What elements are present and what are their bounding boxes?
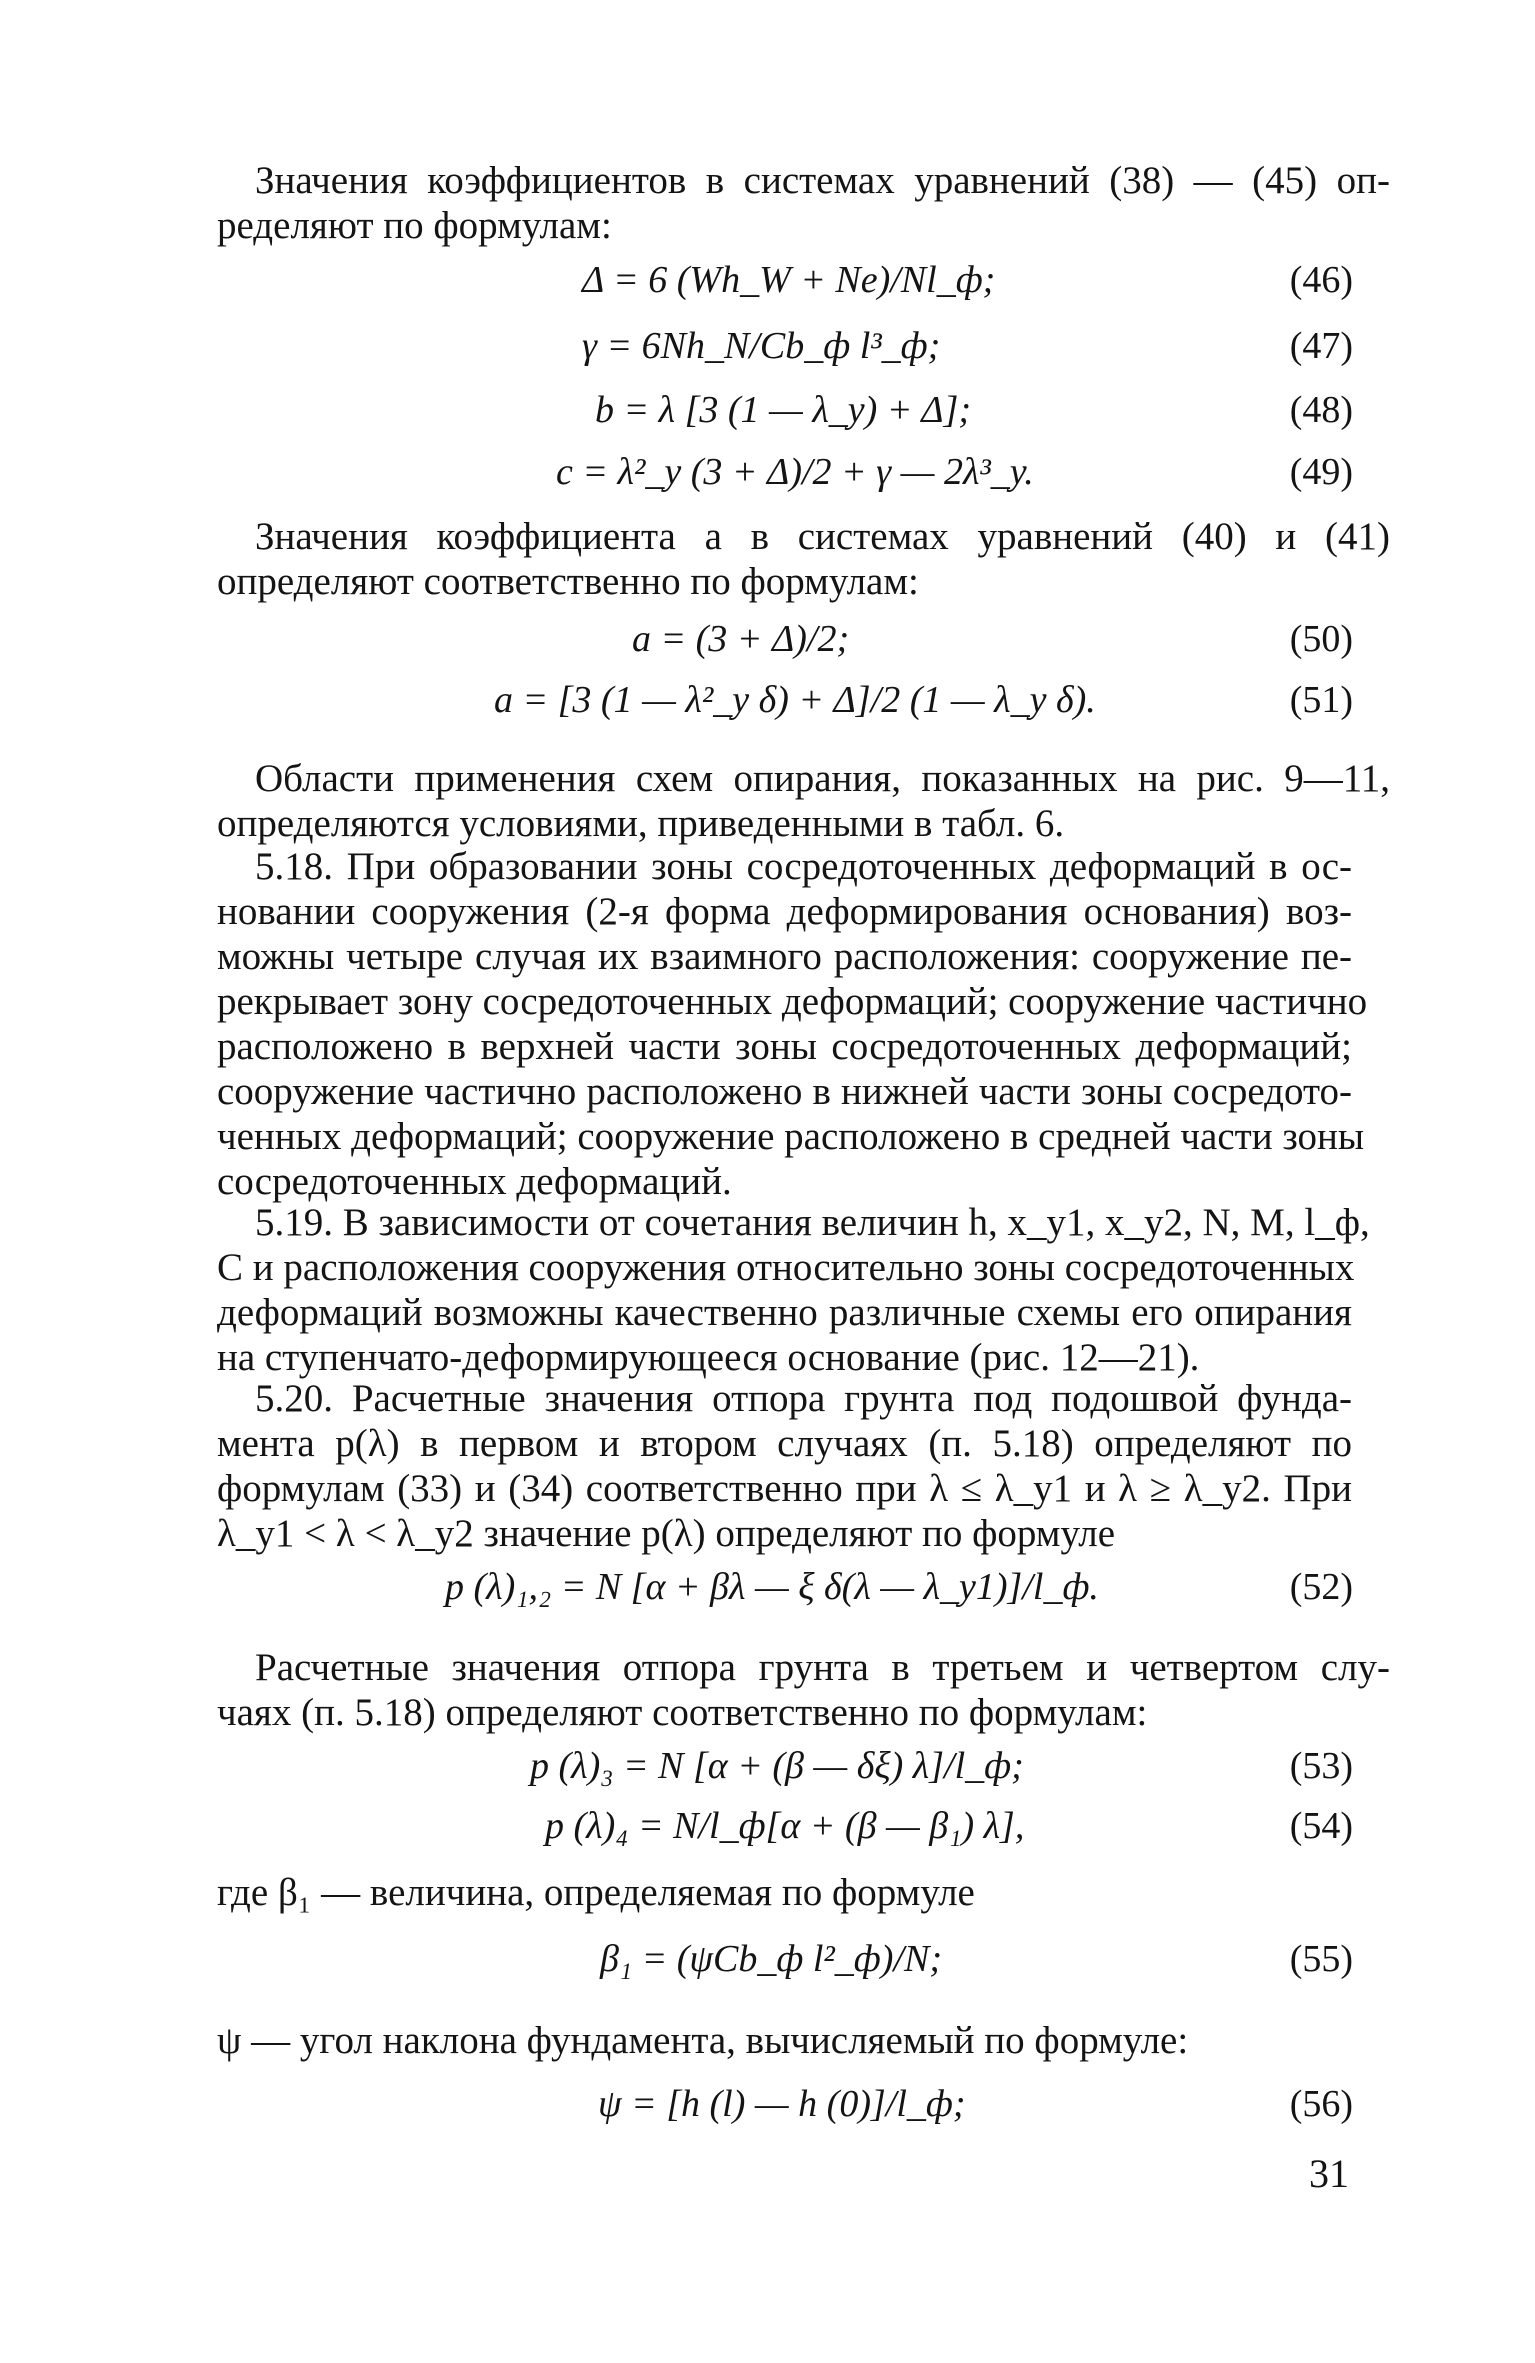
- formula-49: [0, 448, 1535, 496]
- formula-55: [0, 1935, 1535, 1983]
- formula-53: [0, 1742, 1535, 1790]
- text-line: 5.20. Расчетные значения отпора грунта под подошвой фунда-: [255, 1377, 1352, 1420]
- paragraph-5-20: [217, 1376, 1352, 1556]
- text-line: определяются условиями, приведенными в табл. 6.: [217, 802, 1065, 845]
- formula-expression: β₁ = (ψCb_ф l²_ф)/N;: [600, 1938, 942, 1980]
- paragraph-application-areas: [217, 756, 1390, 846]
- text-line: Значения коэффициентов в системах уравнений (38) — (45) оп-: [255, 159, 1390, 202]
- formula-number: (50): [1289, 618, 1353, 660]
- text-line: новании сооружения (2-я форма деформирования основания) воз-: [217, 890, 1352, 933]
- formula-number: (52): [1289, 1566, 1353, 1608]
- formula-number: (51): [1289, 679, 1353, 721]
- paragraph-where-psi: [217, 2018, 1352, 2063]
- paragraph-where-beta: [217, 1870, 1352, 1915]
- text-line: можны четыре случая их взаимного расположения: сооружение пе-: [217, 935, 1352, 978]
- formula-47: [0, 322, 1535, 370]
- formula-number: (54): [1289, 1805, 1353, 1847]
- formula-expression: p (λ)₄ = N/l_ф[α + (β — β₁) λ],: [545, 1805, 1025, 1847]
- formula-number: (46): [1289, 259, 1353, 301]
- intro-paragraph-1: [217, 158, 1390, 248]
- text-line: деформаций возможны качественно различные схемы его опирания: [217, 1291, 1352, 1334]
- paragraph-5-18: [217, 844, 1368, 1204]
- text-line: 5.18. При образовании зоны сосредоточенных деформаций в ос-: [255, 845, 1352, 888]
- formula-number: (48): [1289, 389, 1353, 431]
- formula-52: [0, 1563, 1535, 1611]
- formula-number: (56): [1289, 2083, 1353, 2125]
- paragraph-5-19: [217, 1200, 1370, 1380]
- formula-expression: γ = 6Nh_N/Cb_ф l³_ф;: [582, 325, 941, 367]
- formula-number: (53): [1289, 1745, 1353, 1787]
- text-line: ченных деформаций; сооружение расположено в средней части зоны: [217, 1115, 1365, 1158]
- formula-number: (49): [1289, 451, 1353, 493]
- text-line: расположено в верхней части зоны сосредоточенных деформаций;: [217, 1025, 1352, 1068]
- formula-number: (55): [1289, 1938, 1353, 1980]
- formula-56: [0, 2080, 1535, 2128]
- formula-50: [0, 615, 1535, 663]
- paragraph-cases-3-4: [217, 1645, 1390, 1735]
- formula-expression: b = λ [3 (1 — λ_у) + Δ];: [595, 389, 972, 431]
- formula-48: [0, 386, 1535, 434]
- formula-expression: p (λ)₃ = N [α + (β — δξ) λ]/l_ф;: [530, 1745, 1024, 1787]
- page-number: 31: [1309, 2151, 1349, 2196]
- text-line: сооружение частично расположено в нижней части зоны сосредото-: [217, 1070, 1352, 1113]
- formula-expression: c = λ²_у (3 + Δ)/2 + γ — 2λ³_у.: [556, 451, 1034, 493]
- formula-expression: a = [3 (1 — λ²_у δ) + Δ]/2 (1 — λ_у δ).: [494, 679, 1096, 721]
- text-line: рекрывает зону сосредоточенных деформаций; сооружение частично: [217, 980, 1368, 1023]
- text-line: ψ — угол наклона фундамента, вычисляемый по формуле:: [217, 2019, 1189, 2062]
- text-line: определяют соответственно по формулам:: [217, 560, 919, 603]
- text-line: сосредоточенных деформаций.: [217, 1160, 732, 1203]
- formula-number: (47): [1289, 325, 1353, 367]
- text-line: Области применения схем опирания, показанных на рис. 9—11,: [255, 757, 1390, 800]
- text-line: где β₁ — величина, определяемая по формуле: [217, 1871, 975, 1914]
- text-line: чаях (п. 5.18) определяют соответственно по формулам:: [217, 1691, 1148, 1734]
- formula-expression: ψ = [h (l) — h (0)]/l_ф;: [598, 2083, 966, 2125]
- text-line: 5.19. В зависимости от сочетания величин h, x_у1, x_у2, N, M, l_ф,: [255, 1201, 1370, 1244]
- text-line: Значения коэффициента a в системах уравнений (40) и (41): [255, 515, 1390, 558]
- formula-expression: Δ = 6 (Wh_W + Ne)/Nl_ф;: [582, 259, 996, 301]
- intro-paragraph-2: [217, 514, 1390, 604]
- text-line: λ_у1 < λ < λ_у2 значение p(λ) определяют по формуле: [217, 1512, 1116, 1555]
- text-line: ределяют по формулам:: [217, 204, 612, 247]
- text-line: формулам (33) и (34) соответственно при λ ≤ λ_у1 и λ ≥ λ_у2. При: [217, 1467, 1352, 1510]
- text-line: мента p(λ) в первом и втором случаях (п. 5.18) определяют по: [217, 1422, 1352, 1465]
- formula-expression: p (λ)₁,₂ = N [α + βλ — ξ δ(λ — λ_у1)]/l_ф.: [445, 1566, 1099, 1608]
- text-line: Расчетные значения отпора грунта в третьем и четвертом слу-: [255, 1646, 1390, 1689]
- text-line: C и расположения сооружения относительно зоны сосредоточенных: [217, 1246, 1355, 1289]
- formula-54: [0, 1802, 1535, 1850]
- text-line: на ступенчато-деформирующееся основание (рис. 12—21).: [217, 1336, 1200, 1379]
- formula-expression: a = (3 + Δ)/2;: [632, 618, 850, 660]
- formula-51: [0, 676, 1535, 724]
- formula-46: [0, 256, 1535, 304]
